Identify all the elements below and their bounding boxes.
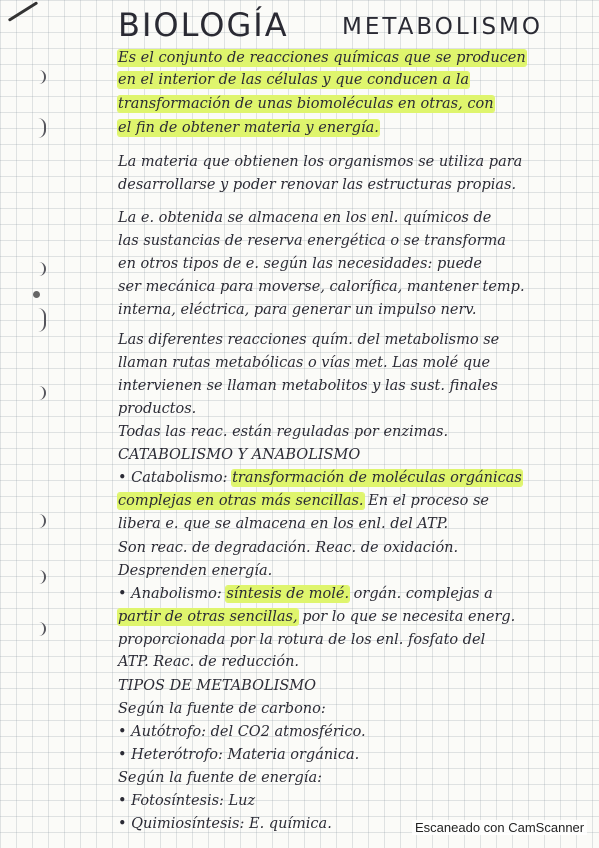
note-line: CATABOLISMO Y ANABOLISMO xyxy=(118,447,361,463)
note-line: • Autótrofo: del CO2 atmosférico. xyxy=(118,724,366,740)
margin-hole-mark xyxy=(36,308,46,332)
note-line: ATP. Reac. de reducción. xyxy=(118,654,300,670)
note-line: Las diferentes reacciones quím. del metabolismo se xyxy=(118,332,500,348)
highlighted-text: partir de otras sencillas, xyxy=(118,609,298,625)
scanner-watermark: Escaneado con CamScanner xyxy=(412,820,587,835)
note-line xyxy=(118,48,526,68)
subject-title: BIOLOGÍA xyxy=(118,6,289,44)
topic-title: METABOLISMO xyxy=(342,14,543,40)
margin-hole-mark xyxy=(36,622,46,636)
note-line xyxy=(118,70,469,90)
margin-hole-mark xyxy=(36,262,46,276)
note-line: llaman rutas metabólicas o vías met. Las molé que xyxy=(118,355,491,371)
note-line: TIPOS DE METABOLISMO xyxy=(118,678,317,694)
highlighted-text: el fin de obtener materia y energía. xyxy=(118,120,379,136)
highlighted-text: síntesis de molé. xyxy=(226,586,350,602)
note-line: desarrollarse y poder renovar las estructuras propias. xyxy=(118,177,517,193)
note-line: ser mecánica para moverse, calorífica, mantener temp. xyxy=(118,279,525,295)
page-header xyxy=(110,4,580,48)
margin-hole-mark xyxy=(36,570,46,584)
note-line: intervienen se llaman metabolitos y las sust. finales xyxy=(118,378,498,394)
highlighted-text: en el interior de las células y que conducen a la xyxy=(118,72,470,88)
note-line: Todas las reac. están reguladas por enzimas. xyxy=(118,424,449,440)
margin-dot-mark xyxy=(33,291,40,298)
margin-hole-mark xyxy=(36,514,46,528)
margin-hole-mark xyxy=(36,118,46,138)
corner-pen-stroke xyxy=(8,1,38,22)
note-line xyxy=(118,94,494,114)
note-line: • Heterótrofo: Materia orgánica. xyxy=(118,747,360,763)
note-line: • Catabolismo: transformación de moléculas orgánicas xyxy=(118,470,522,486)
note-line: interna, eléctrica, para generar un impulso nerv. xyxy=(118,302,477,318)
note-line: partir de otras sencillas, por lo que se necesita energ. xyxy=(118,609,516,625)
note-line: las sustancias de reserva energética o se transforma xyxy=(118,233,506,249)
note-line: • Quimiosíntesis: E. química. xyxy=(118,816,332,832)
highlighted-text: transformación de moléculas orgánicas xyxy=(232,470,522,486)
note-line: La materia que obtienen los organismos se utiliza para xyxy=(118,154,523,170)
note-line: • Fotosíntesis: Luz xyxy=(118,793,256,809)
margin-hole-mark xyxy=(36,70,46,84)
note-line: complejas en otras más sencillas. En el proceso se xyxy=(118,493,489,509)
note-line: productos. xyxy=(118,401,197,417)
margin-hole-mark xyxy=(36,386,46,400)
highlighted-text: transformación de unas biomoléculas en otras, con xyxy=(118,96,494,112)
note-line: La e. obtenida se almacena en los enl. químicos de xyxy=(118,210,492,226)
note-line: libera e. que se almacena en los enl. del ATP. xyxy=(118,516,449,532)
note-line: proporcionada por la rotura de los enl. fosfato del xyxy=(118,632,486,648)
note-line: • Anabolismo: síntesis de molé. orgán. complejas a xyxy=(118,586,493,602)
highlighted-text: complejas en otras más sencillas. xyxy=(118,493,364,509)
note-line: Según la fuente de energía: xyxy=(118,770,322,786)
note-line: Según la fuente de carbono: xyxy=(118,701,326,717)
note-line xyxy=(118,118,379,138)
note-line: Desprenden energía. xyxy=(118,563,273,579)
highlighted-text: Es el conjunto de reacciones químicas que se producen xyxy=(118,50,526,66)
note-line: Son reac. de degradación. Reac. de oxidación. xyxy=(118,540,459,556)
note-line: en otros tipos de e. según las necesidades: puede xyxy=(118,256,483,272)
